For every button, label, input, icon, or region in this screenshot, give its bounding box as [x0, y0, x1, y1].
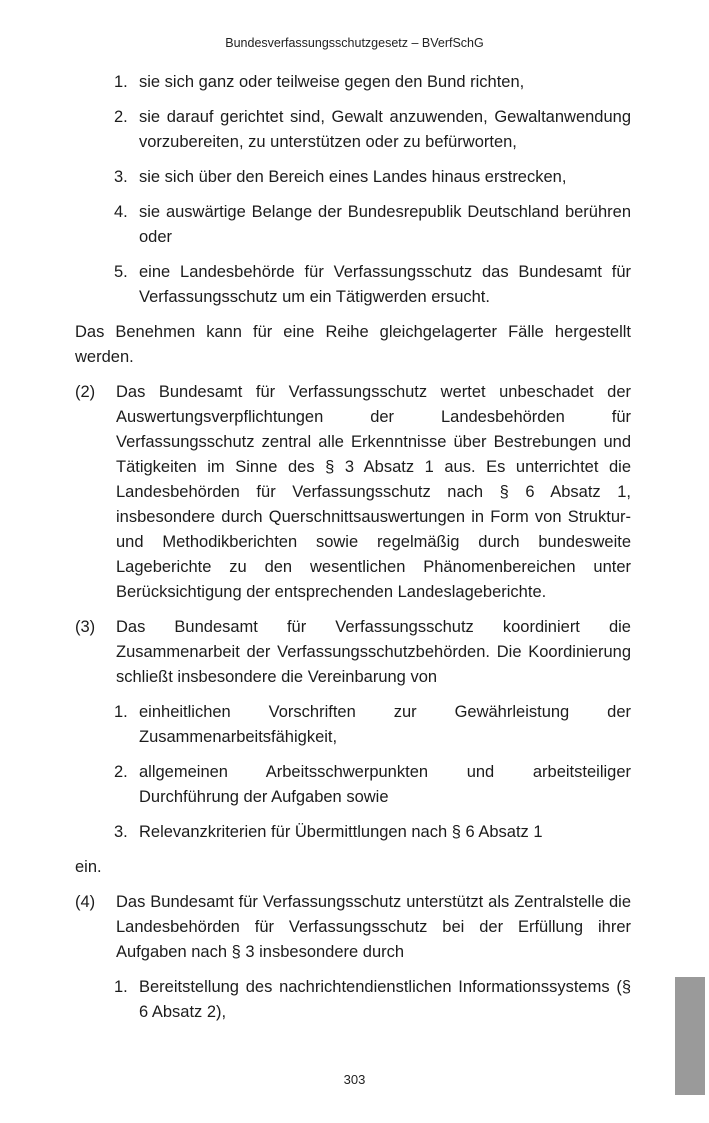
list-item: [114, 700, 631, 750]
running-header: Bundesverfassungsschutzgesetz – BVerfSchG: [225, 36, 484, 50]
list-number: 1.: [114, 73, 128, 91]
list-item: [114, 820, 631, 845]
paragraph: ein.: [75, 858, 102, 876]
list-text: eine Landesbehörde für Verfassungsschutz das Bundesamt für Verfassungsschutz um ein Tätigwerden ersucht.: [139, 263, 631, 306]
list-number: 2.: [114, 108, 128, 126]
list-item: [114, 760, 631, 810]
list-item: [114, 200, 631, 250]
page-number: 303: [343, 1072, 366, 1087]
list-text: einheitlichen Vorschriften zur Gewährleistung der Zusammenarbeitsfähigkeit,: [139, 703, 631, 746]
section-number: (3): [75, 618, 96, 636]
section-text: Das Bundesamt für Verfassungsschutz koordiniert die Zusammenarbeit der Verfassungsschutzbehörden. Die Koordinierung schließt insbesondere die Vereinbarung von: [116, 618, 631, 686]
list-text: Relevanzkriterien für Übermittlungen nach § 6 Absatz 1: [139, 823, 543, 841]
list-number: 3.: [114, 823, 128, 841]
list-text: sie auswärtige Belange der Bundesrepublik Deutschland berühren oder: [139, 203, 631, 246]
section-number: (4): [75, 893, 96, 911]
list-text: Bereitstellung des nachrichtendienstlichen Informationssystems (§ 6 Absatz 2),: [139, 978, 631, 1021]
list-item: [114, 975, 631, 1025]
list-text: sie darauf gerichtet sind, Gewalt anzuwenden, Gewaltanwendung vorzubereiten, zu unterstützen oder zu befürworten,: [139, 108, 631, 151]
list-item: [114, 70, 631, 95]
page-body: [75, 70, 631, 1035]
section-text: Das Bundesamt für Verfassungsschutz unterstützt als Zentralstelle die Landesbehörden für Verfassungsschutz bei der Erfüllung ihrer Aufgaben nach § 3 insbesondere durch: [116, 893, 631, 961]
list-number: 4.: [114, 203, 128, 221]
list-item: [114, 165, 631, 190]
section-2: [75, 380, 631, 605]
paragraph: Das Benehmen kann für eine Reihe gleichgelagerter Fälle hergestellt werden.: [75, 323, 631, 366]
list-text: sie sich über den Bereich eines Landes hinaus erstrecken,: [139, 168, 567, 186]
list-text: sie sich ganz oder teilweise gegen den Bund richten,: [139, 73, 525, 91]
list-item: [114, 105, 631, 155]
section-number: (2): [75, 383, 96, 401]
section-4: [75, 890, 631, 965]
list-number: 1.: [114, 978, 128, 996]
thumb-index-tab: [675, 977, 705, 1095]
list-number: 3.: [114, 168, 128, 186]
list-item: [114, 260, 631, 310]
list-text: allgemeinen Arbeitsschwerpunkten und arbeitsteiliger Durchführung der Aufgaben sowie: [139, 763, 631, 806]
list-number: 2.: [114, 763, 128, 781]
section-3: [75, 615, 631, 690]
list-number: 1.: [114, 703, 128, 721]
section-text: Das Bundesamt für Verfassungsschutz wertet unbeschadet der Auswertungsverpflichtungen der Landesbehörden für Verfassungsschutz zentral alle Erkenntnisse über Bestrebungen und Tätigkeiten im Sinne des § 3 Absatz 1 aus. Es unterrichtet die Landesbehörden für Verfassungsschutz nach § 6 Absatz 1, insbesondere durch Querschnittsauswertungen in Form von Struktur- und Methodikberichten sowie regelmäßig durch bundesweite Lageberichte zu den wesentlichen Phänomenbereichen unter Berücksichtigung der entsprechenden Landeslageberichte.: [116, 383, 631, 601]
list-number: 5.: [114, 263, 128, 281]
